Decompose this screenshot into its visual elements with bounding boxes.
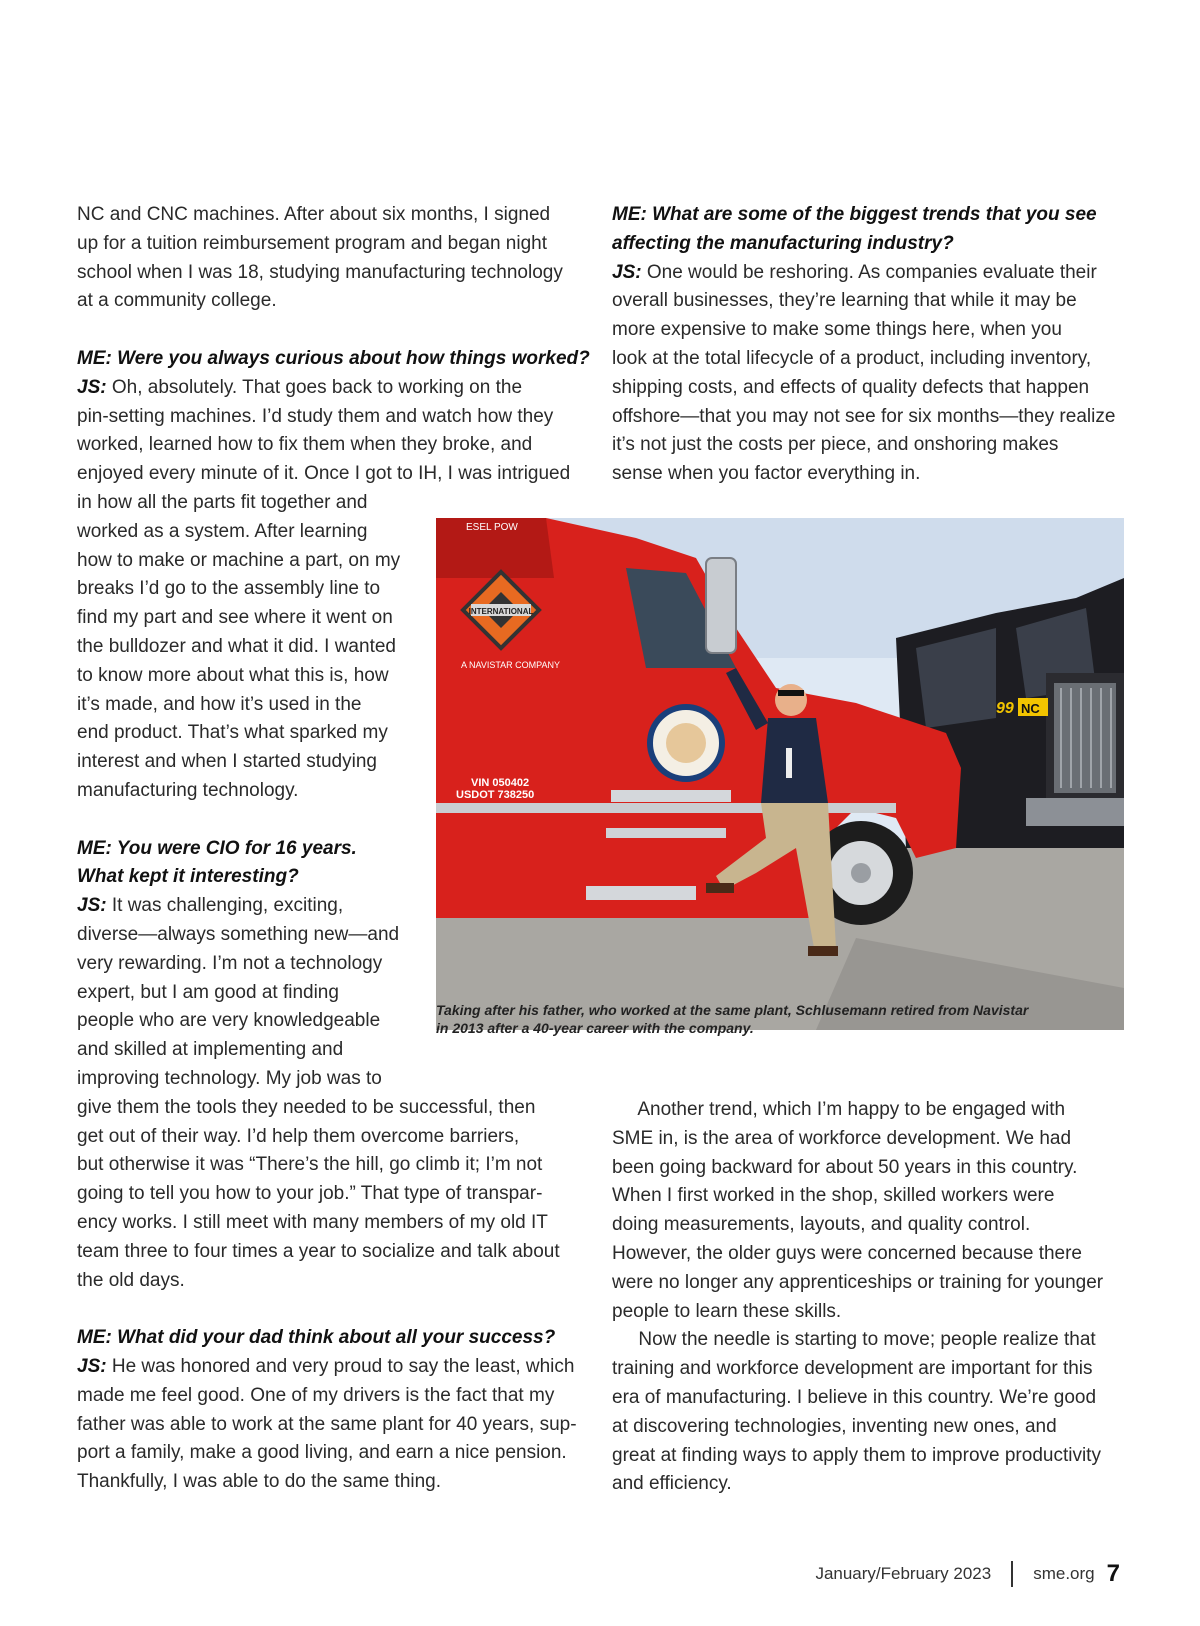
text-line	[612, 402, 1115, 431]
text-line	[77, 1150, 542, 1179]
body-text: great at finding ways to apply them to improve productivity	[612, 1444, 1101, 1466]
body-text: One would be reshoring. As companies evaluate their	[641, 261, 1097, 283]
text-line	[77, 1352, 574, 1381]
body-text: diverse—always something new—and	[77, 924, 400, 945]
text-line	[77, 834, 357, 863]
body-text: When I first worked in the shop, skilled workers were	[612, 1185, 1055, 1207]
text-line	[77, 546, 400, 575]
body-text: He was honored and very proud to say the least, which	[106, 1356, 575, 1377]
text-line	[77, 632, 396, 661]
text-line	[77, 603, 393, 632]
body-text: but otherwise it was “There’s the hill, go climb it; I’m not	[77, 1154, 543, 1176]
body-text: breaks I’d go to the assembly line to	[77, 578, 381, 600]
text-line	[612, 1441, 1101, 1470]
body-text: and efficiency.	[612, 1473, 732, 1495]
text-line	[77, 1122, 519, 1151]
body-text: more expensive to make some things here, when you	[612, 319, 1062, 341]
body-text: improving technology. My job was to	[77, 1068, 382, 1089]
photo-caption-line-1: Taking after his father, who worked at the same plant, Schlusemann retired from Navistar	[436, 1002, 1029, 1018]
body-text: to know more about what this is, how	[77, 664, 389, 686]
body-text: worked, learned how to fix them when they broke, and	[77, 434, 533, 456]
body-text: end product. That’s what sparked my	[77, 722, 388, 744]
body-text: port a family, make a good living, and earn a nice pension.	[77, 1442, 567, 1464]
body-text: the bulldozer and what it did. I wanted	[77, 636, 396, 657]
text-line	[612, 1268, 1103, 1297]
body-text: how to make or machine a part, on my	[77, 549, 401, 571]
body-text: up for a tuition reimbursement program and began night	[77, 232, 547, 254]
question-text: ME: What did your dad think about all your success?	[77, 1327, 556, 1349]
text-line	[77, 1467, 441, 1496]
body-text: were no longer any apprenticeships or training for younger	[612, 1271, 1104, 1293]
photo-caption-line-2: in 2013 after a 40-year career with the company.	[436, 1020, 754, 1036]
body-text: sense when you factor everything in.	[612, 463, 921, 485]
text-line	[612, 1412, 1057, 1441]
text-line	[77, 978, 339, 1007]
text-line	[612, 1239, 1082, 1268]
text-line	[77, 747, 377, 776]
body-text: been going backward for about 50 years in this country.	[612, 1156, 1078, 1178]
speaker-label: JS:	[77, 376, 107, 398]
body-text: in how all the parts fit together and	[77, 492, 368, 513]
body-text: Now the needle is starting to move; people realize that	[612, 1329, 1096, 1351]
text-line	[612, 200, 1097, 229]
text-line	[612, 1469, 732, 1498]
text-line	[77, 1323, 555, 1352]
body-text: find my part and see where it went on	[77, 607, 393, 629]
text-line	[77, 1006, 380, 1035]
text-line	[77, 1035, 343, 1064]
text-line	[612, 258, 1097, 287]
text-line	[77, 1093, 535, 1122]
text-line	[77, 1237, 560, 1266]
body-text: it’s made, and how it’s used in the	[77, 693, 362, 715]
body-text: people to learn these skills.	[612, 1300, 842, 1322]
text-line	[77, 1208, 548, 1237]
text-line	[77, 1410, 577, 1439]
body-text: manufacturing technology.	[77, 780, 299, 801]
text-line	[77, 661, 389, 690]
body-text: interest and when I started studying	[77, 751, 377, 773]
body-text: However, the older guys were concerned because there	[612, 1243, 1082, 1264]
body-text: school when I was 18, studying manufacturing technology	[77, 261, 563, 283]
text-line	[77, 459, 570, 488]
body-text: it’s not just the costs per piece, and onshoring makes	[612, 434, 1059, 456]
footer-divider	[1011, 1561, 1013, 1587]
top-text: ESEL POW	[466, 522, 518, 533]
text-line	[612, 459, 920, 488]
text-line	[612, 286, 1077, 315]
text-line	[77, 517, 367, 546]
body-text: father was able to work at the same plant for 40 years, sup-	[77, 1413, 577, 1435]
text-line	[77, 862, 299, 891]
truck-number: 99	[996, 700, 1014, 717]
text-line	[612, 1181, 1054, 1210]
body-text: the old days.	[77, 1269, 185, 1291]
text-line	[612, 1153, 1077, 1182]
body-text: NC and CNC machines. After about six months, I signed	[77, 204, 551, 225]
body-text: expert, but I am good at finding	[77, 981, 339, 1003]
body-text: Another trend, which I’m happy to be engaged with	[612, 1099, 1066, 1120]
text-line	[612, 373, 1089, 402]
body-text: give them the tools they needed to be successful, then	[77, 1096, 536, 1118]
body-text: offshore—that you may not see for six months—they realize	[612, 405, 1116, 427]
text-line	[77, 1381, 554, 1410]
text-line	[612, 430, 1058, 459]
badge-text: INTERNATIONAL	[468, 607, 534, 616]
body-text: It was challenging, exciting,	[106, 895, 344, 917]
footer-site: sme.org	[1033, 1564, 1095, 1583]
body-text: at discovering technologies, inventing new ones, and	[612, 1415, 1057, 1437]
question-text: affecting the manufacturing industry?	[612, 232, 954, 254]
vin-text: VIN 050402	[471, 777, 530, 789]
text-line	[612, 1383, 1096, 1412]
body-text: people who are very knowledgeable	[77, 1010, 381, 1032]
text-line	[77, 373, 522, 402]
text-line	[77, 1266, 185, 1295]
body-text: team three to four times a year to socialize and talk about	[77, 1240, 560, 1262]
body-text: very rewarding. I’m not a technology	[77, 952, 383, 974]
question-text: ME: What are some of the biggest trends that you see	[612, 204, 1097, 225]
text-line	[77, 1438, 567, 1467]
text-line	[77, 344, 590, 373]
speaker-label: JS:	[77, 895, 107, 917]
text-line	[77, 1064, 382, 1093]
body-text: Thankfully, I was able to do the same thing.	[77, 1471, 442, 1493]
body-text: going to tell you how to your job.” That type of transpar-	[77, 1183, 543, 1205]
page-footer	[815, 1560, 1120, 1588]
footer-issue: January/February 2023	[815, 1564, 992, 1583]
text-line	[77, 891, 343, 920]
body-text: and skilled at implementing and	[77, 1039, 344, 1061]
company-text: A NAVISTAR COMPANY	[461, 660, 561, 670]
text-line	[77, 690, 361, 719]
text-line	[77, 920, 399, 949]
text-line	[77, 949, 382, 978]
text-line	[77, 1179, 542, 1208]
text-line	[77, 488, 367, 517]
speaker-label: JS:	[77, 1356, 107, 1377]
body-text: shipping costs, and effects of quality defects that happen	[612, 376, 1090, 398]
text-line	[77, 286, 277, 315]
body-text: era of manufacturing. I believe in this country. We’re good	[612, 1387, 1097, 1408]
text-line	[77, 258, 563, 287]
question-text: ME: You were CIO for 16 years.	[77, 837, 357, 859]
body-text: SME in, is the area of workforce development. We had	[612, 1127, 1072, 1149]
text-line	[77, 718, 388, 747]
body-text: doing measurements, layouts, and quality control.	[612, 1214, 1031, 1236]
text-line	[77, 402, 553, 431]
body-text: worked as a system. After learning	[77, 520, 368, 542]
body-text: pin-setting machines. I’d study them and watch how they	[77, 405, 554, 427]
text-line	[77, 430, 532, 459]
body-text: look at the total lifecycle of a product, including inventory,	[612, 348, 1092, 369]
text-line	[77, 574, 380, 603]
body-text: overall businesses, they’re learning that while it may be	[612, 290, 1077, 312]
body-text: ency works. I still meet with many members of my old IT	[77, 1212, 548, 1233]
text-line	[612, 1354, 1093, 1383]
text-line	[612, 1210, 1030, 1239]
page-number: 7	[1106, 1560, 1120, 1587]
text-line	[612, 229, 954, 258]
text-line	[77, 229, 547, 258]
text-line	[77, 776, 298, 805]
text-line	[612, 1325, 1096, 1354]
body-text: get out of their way. I’d help them overcome barriers,	[77, 1125, 520, 1147]
body-text: Oh, absolutely. That goes back to working on the	[106, 376, 523, 398]
speaker-label: JS:	[612, 261, 642, 283]
text-line	[612, 344, 1091, 373]
body-text: enjoyed every minute of it. Once I got to IH, I was intrigued	[77, 463, 571, 485]
body-text: made me feel good. One of my drivers is the fact that my	[77, 1384, 555, 1406]
question-text: ME: Were you always curious about how things worked?	[77, 348, 590, 369]
text-line	[77, 200, 550, 229]
truck-photo	[436, 518, 1124, 1030]
text-line	[612, 315, 1062, 344]
body-text: at a community college.	[77, 290, 277, 312]
question-text: What kept it interesting?	[77, 866, 299, 888]
usdot-text: USDOT 738250	[456, 789, 535, 801]
text-line	[612, 1297, 841, 1326]
truck-number-suffix: NC	[1021, 701, 1040, 716]
text-line	[612, 1124, 1071, 1153]
body-text: training and workforce development are important for this	[612, 1358, 1093, 1380]
text-line	[612, 1095, 1065, 1124]
